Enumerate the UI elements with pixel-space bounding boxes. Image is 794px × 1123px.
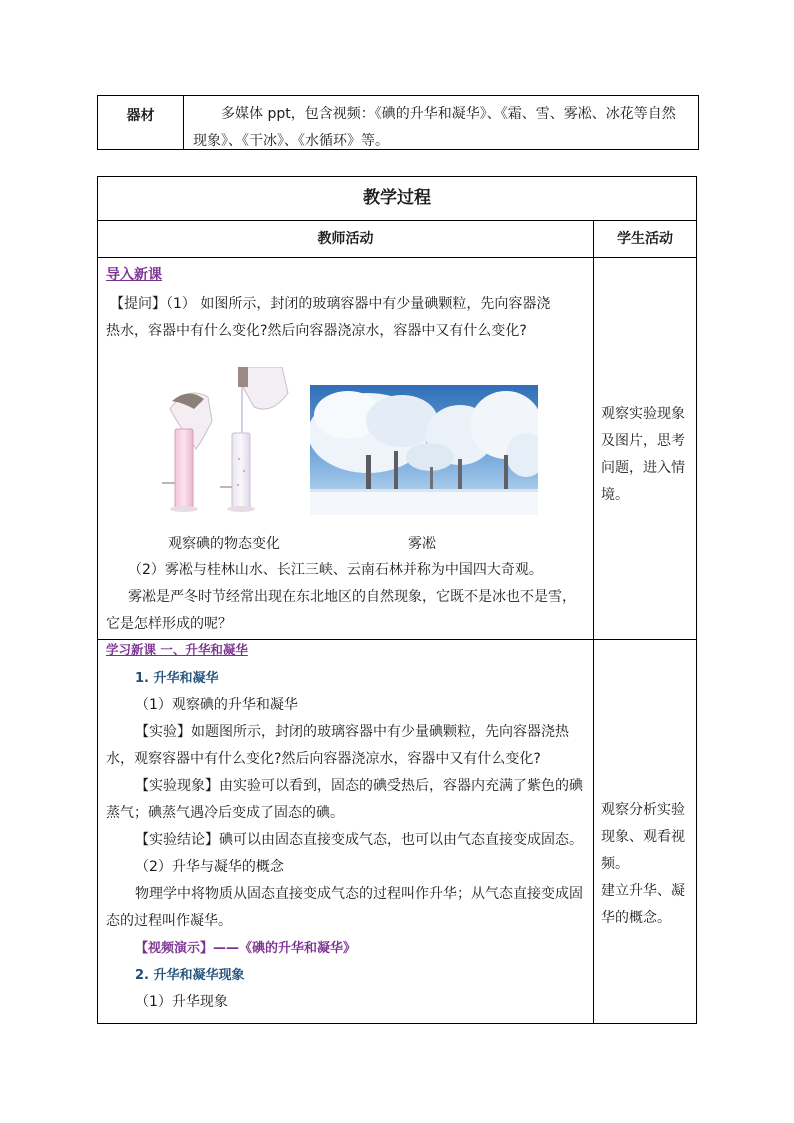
caption-rime: 雾凇 — [408, 536, 436, 552]
materials-line-2: 现象》、《干冰》、《水循环》等。 — [193, 133, 389, 149]
header-divider — [98, 257, 696, 258]
conclusion-line — [106, 827, 588, 854]
row-divider — [98, 639, 696, 640]
rime-photo — [310, 385, 538, 515]
intro-paragraph-3-line-1: 雾凇是严冬时节经常出现在东北地区的自然现象，它既不是冰也不是雪， — [128, 589, 576, 605]
experiment-tag: 【实验】 — [135, 724, 191, 740]
question-tag: 【提问】 — [110, 296, 166, 312]
header-teacher: 教师活动 — [317, 231, 374, 247]
phenomenon-line-1 — [106, 773, 588, 800]
intro-student-line-4: 境。 — [601, 487, 629, 503]
intro-paragraph-3-line-2: 它是怎样形成的呢？ — [106, 616, 232, 632]
learn-teacher-cell — [106, 641, 588, 1021]
intro-teacher-cell — [106, 263, 588, 635]
learn-subheading-2: （2）升华与凝华的概念 — [135, 859, 284, 875]
learn-student-cell — [601, 797, 693, 932]
video-demo: 【视频演示】——《碘的升华和凝华》 — [135, 941, 357, 956]
experiment-text-1: 如题图所示，封闭的玻璃容器中有少量碘颗粒，先向容器浇热 — [191, 724, 569, 740]
phenomenon-tag: 【实验现象】 — [135, 778, 219, 794]
learn-student-line-3: 频。 — [601, 856, 629, 872]
header-student: 学生活动 — [617, 231, 673, 247]
phenomenon-line-2: 蒸气；碘蒸气遇冷后变成了固态的碘。 — [106, 805, 344, 821]
learn-heading-1: 1. 升华和凝华 — [135, 671, 219, 686]
definition-line-2: 态的过程叫作凝华。 — [106, 913, 232, 929]
materials-label: 器材 — [126, 108, 155, 124]
conclusion-text: 碘可以由固态直接变成气态，也可以由气态直接变成固态。 — [219, 832, 583, 848]
learn-subheading-1: （1）观察碘的升华和凝华 — [135, 697, 298, 713]
learn-student-line-2: 现象、观看视 — [601, 829, 685, 845]
process-title: 教学过程 — [363, 188, 431, 208]
intro-paragraph-2: （2）雾凇与桂林山水、长江三峡、云南石林并称为中国四大奇观。 — [128, 562, 543, 578]
learn-student-line-4: 建立升华、凝 — [601, 883, 685, 899]
column-divider — [593, 221, 594, 1023]
question-text-1: （1） 如图所示，封闭的玻璃容器中有少量碘颗粒，先向容器浇 — [166, 296, 551, 312]
intro-question-line-1 — [106, 291, 588, 318]
learn-student-line-5: 华的概念。 — [601, 910, 671, 926]
learn-subheading-3: （1）升华现象 — [135, 994, 228, 1010]
experiment-line-2: 水，观察容器中有什么变化?然后向容器浇凉水，容器中又有什么变化? — [106, 751, 541, 767]
definition-line-1: 物理学中将物质从固态直接变成气态的过程叫作升华；从气态直接变成固 — [135, 886, 583, 902]
intro-student-line-2: 及图片，思考 — [601, 433, 685, 449]
intro-student-line-1: 观察实验现象 — [601, 406, 685, 422]
learn-heading-2: 2. 升华和凝华现象 — [135, 968, 245, 983]
materials-table — [97, 95, 699, 150]
iodine-experiment-image — [142, 367, 292, 519]
learn-section-title: 学习新课 一、升华和凝华 — [106, 642, 248, 657]
experiment-line-1 — [106, 719, 588, 746]
materials-content — [184, 96, 698, 149]
intro-student-line-3: 问题，进入情 — [601, 460, 685, 476]
phenomenon-text-1: 由实验可以看到，固态的碘受热后，容器内充满了紫色的碘 — [219, 778, 583, 794]
intro-question-line-2: 热水，容器中有什么变化?然后向容器浇凉水，容器中又有什么变化? — [106, 323, 527, 339]
learn-student-line-1: 观察分析实验 — [601, 802, 685, 818]
intro-section-title: 导入新课 — [106, 267, 162, 283]
caption-iodine: 观察碘的物态变化 — [168, 536, 280, 552]
intro-student-cell — [601, 401, 693, 509]
materials-line-1: 多媒体 ppt，包含视频：《碘的升华和凝华》、《霜、雪、雾凇、冰花等自然 — [221, 106, 676, 122]
process-table — [97, 176, 697, 1024]
conclusion-tag: 【实验结论】 — [135, 832, 219, 848]
